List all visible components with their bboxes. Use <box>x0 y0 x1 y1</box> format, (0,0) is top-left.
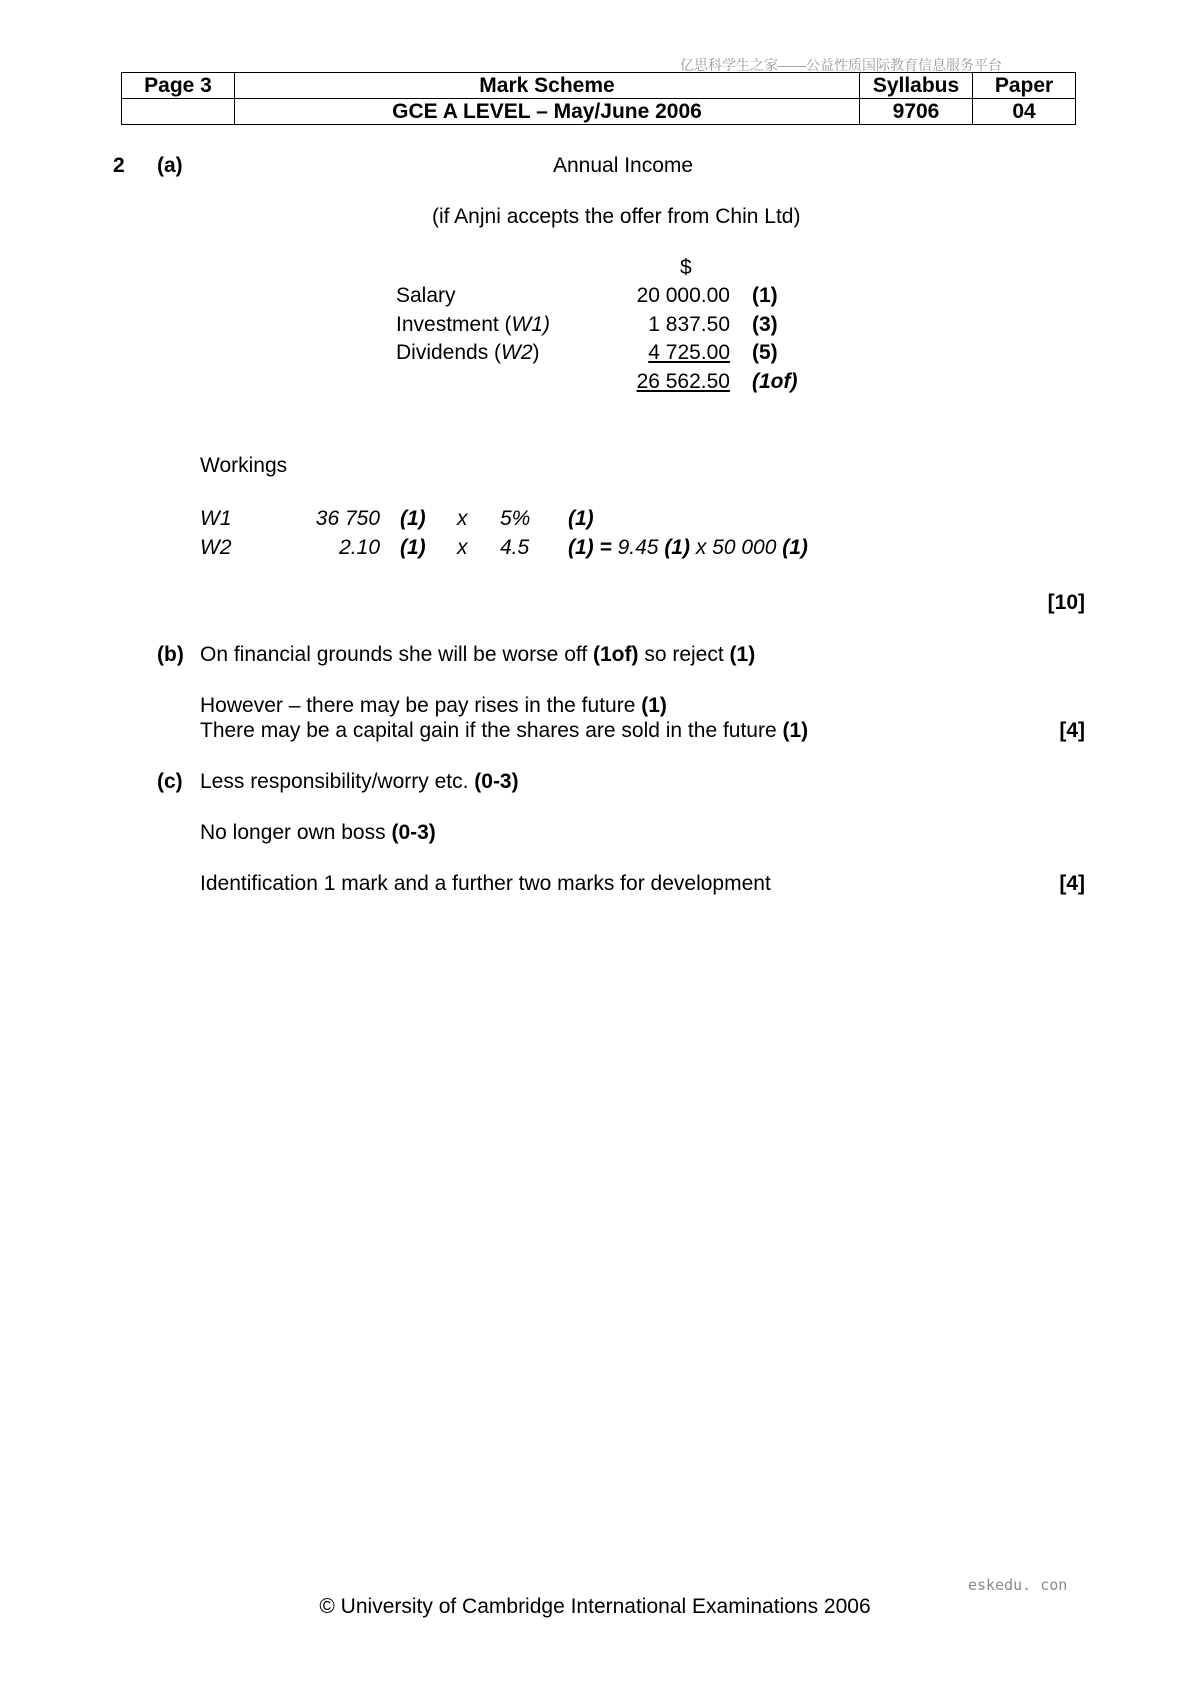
working-name: W1 <box>200 507 232 530</box>
working-calculation: (1) <box>568 507 594 530</box>
part-a-label: (a) <box>157 154 183 177</box>
part-b-label: (b) <box>157 643 184 666</box>
part-c-marks: [4] <box>1059 872 1085 895</box>
working-name: W2 <box>200 536 232 559</box>
income-row-mark: (3) <box>752 313 778 336</box>
part-a-marks: [10] <box>1047 591 1085 614</box>
income-row-amount: 1 837.50 <box>648 313 730 336</box>
footer-copyright: © University of Cambridge International Examinations 2006 <box>319 1595 871 1618</box>
question-number: 2 <box>113 154 125 177</box>
income-row-label: Salary <box>396 284 456 307</box>
footer-site-text: eskedu. con <box>968 1576 1068 1594</box>
header-page: Page 3 <box>122 73 235 99</box>
working-value: 36 750 <box>315 507 380 530</box>
part-c-label: (c) <box>157 770 183 793</box>
income-row-amount: 20 000.00 <box>636 284 730 307</box>
income-row-label: Investment (W1) <box>396 313 551 336</box>
part-b-line-3: There may be a capital gain if the shares are sold in the future (1) <box>200 719 809 742</box>
income-total-mark: (1of) <box>752 370 798 393</box>
header-syllabus-value: 9706 <box>860 99 973 125</box>
working-operator: x <box>457 507 468 530</box>
part-c-line-2: No longer own boss (0-3) <box>200 821 436 844</box>
part-b-marks: [4] <box>1059 719 1085 742</box>
header-paper-label: Paper <box>973 73 1076 99</box>
part-b-line-2: However – there may be pay rises in the future (1) <box>200 694 667 717</box>
header-syllabus-label: Syllabus <box>860 73 973 99</box>
part-b-line-1: On financial grounds she will be worse off (1of) so reject (1) <box>200 643 756 666</box>
working-calculation: (1) = 9.45 (1) x 50 000 (1) <box>568 536 808 559</box>
income-row-amount: 4 725.00 <box>648 341 730 364</box>
currency-symbol: $ <box>680 256 692 279</box>
part-c-line-1: Less responsibility/worry etc. (0-3) <box>200 770 519 793</box>
part-c-line-3: Identification 1 mark and a further two marks for development <box>200 872 771 895</box>
watermark-text: 亿思科学生之家——公益性质国际教育信息服务平台 <box>680 57 1002 73</box>
working-mark: (1) <box>400 507 426 530</box>
header-paper-value: 04 <box>973 99 1076 125</box>
part-a-subtitle: (if Anjni accepts the offer from Chin Ltd) <box>432 205 801 228</box>
income-row-label: Dividends (W2) <box>396 341 540 364</box>
income-row-mark: (5) <box>752 341 778 364</box>
income-total-amount: 26 562.50 <box>636 370 730 393</box>
working-factor: 5% <box>500 507 531 530</box>
header-subtitle: GCE A LEVEL – May/June 2006 <box>235 99 860 125</box>
working-factor: 4.5 <box>500 536 530 559</box>
working-value: 2.10 <box>339 536 380 559</box>
working-operator: x <box>457 536 468 559</box>
part-a-title: Annual Income <box>553 154 694 177</box>
working-mark: (1) <box>400 536 426 559</box>
header-title: Mark Scheme <box>235 73 860 99</box>
workings-title: Workings <box>200 454 288 477</box>
header-empty-cell <box>122 99 235 125</box>
income-row-mark: (1) <box>752 284 778 307</box>
header-table <box>121 72 1076 125</box>
